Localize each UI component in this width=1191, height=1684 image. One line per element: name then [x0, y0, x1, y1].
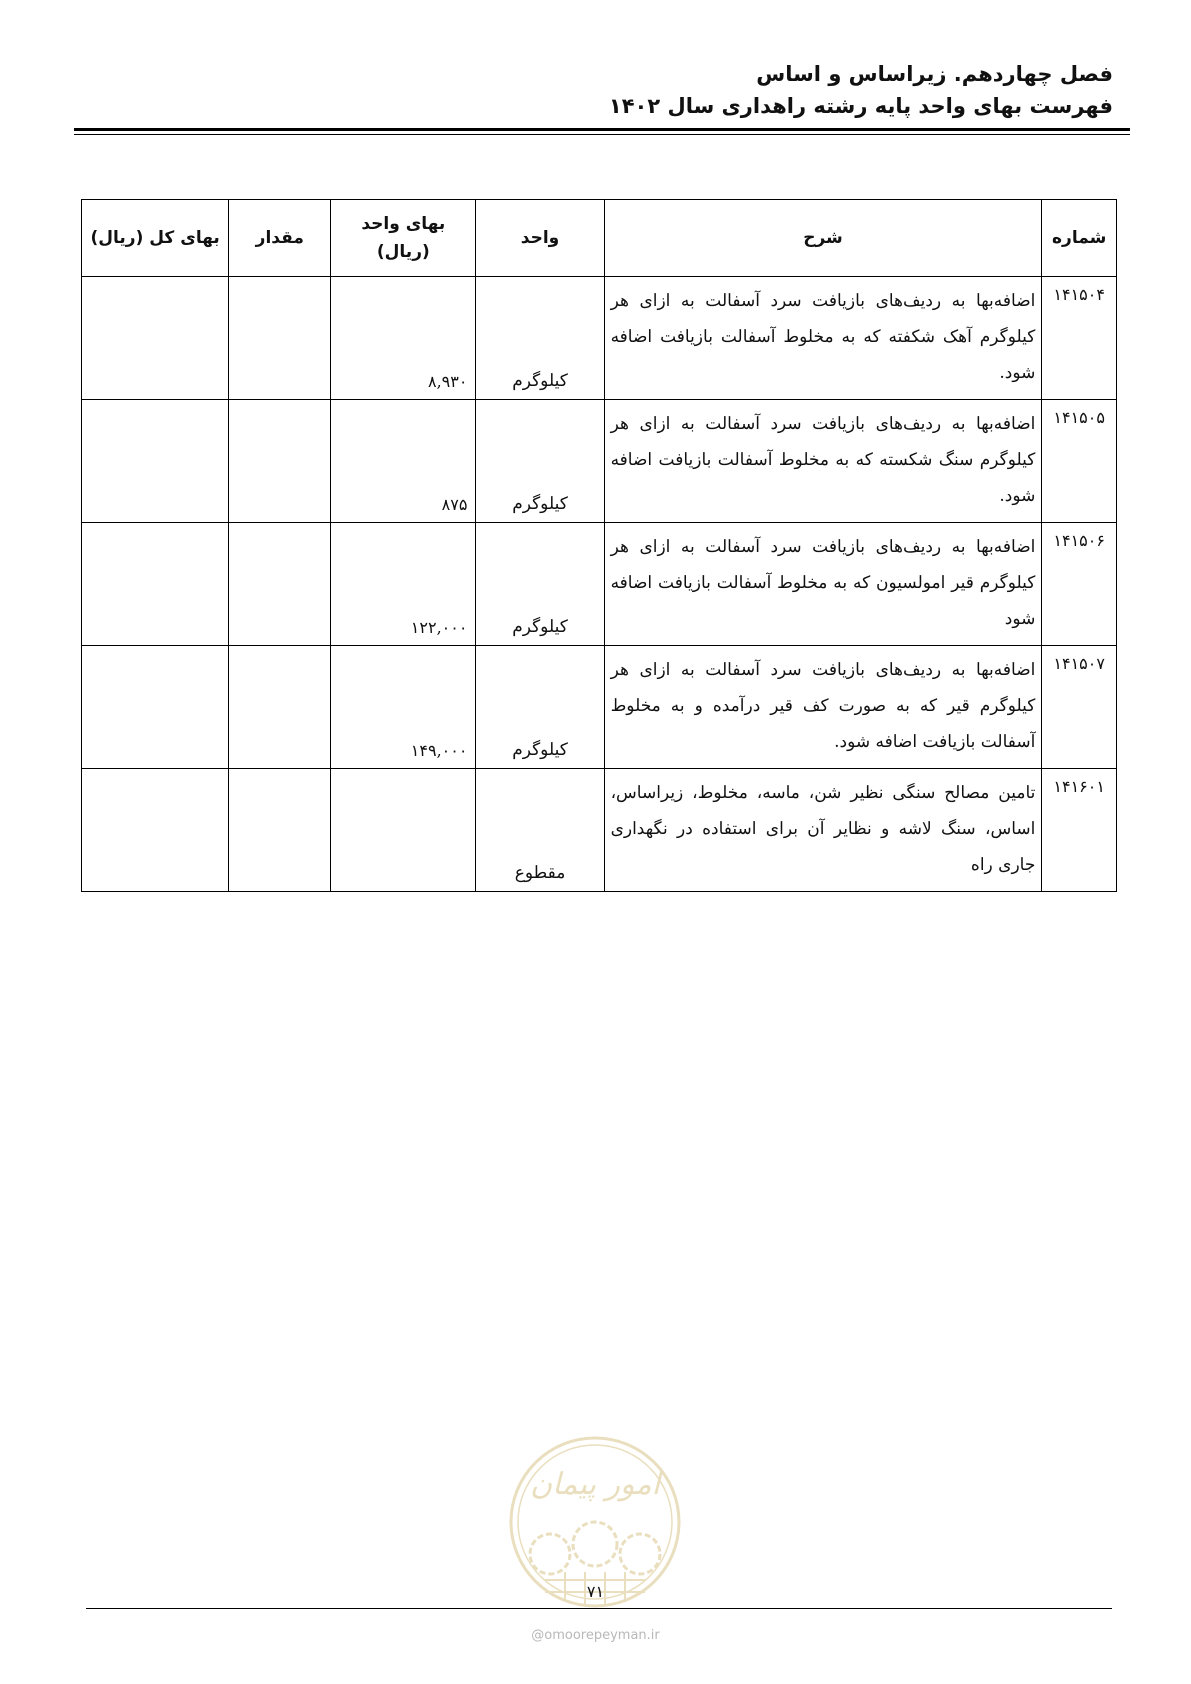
row-unit: کیلوگرم [476, 400, 604, 523]
row-unit: مقطوع [476, 769, 604, 892]
header-unit-price [331, 200, 476, 277]
row-description: تامین مصالح سنگی نظیر شن، ماسه، مخلوط، زیراساس، اساس، سنگ لاشه و نظایر آن برای استفاده در نگهداری جاری راه [604, 769, 1042, 892]
row-unit-price: ۱۲۲,۰۰۰ [331, 523, 476, 646]
row-total [82, 646, 229, 769]
row-code: ۱۴۱۶۰۱ [1042, 769, 1117, 892]
row-quantity [229, 277, 331, 400]
row-code: ۱۴۱۵۰۶ [1042, 523, 1117, 646]
page-number: ۷۱ [586, 1582, 605, 1601]
row-total [82, 400, 229, 523]
row-unit: کیلوگرم [476, 523, 604, 646]
header-rule-thin [74, 134, 1130, 135]
header-unit: واحد [476, 200, 604, 277]
header-rule-thick [74, 128, 1130, 131]
page-header [73, 58, 1113, 122]
footer-rule [86, 1608, 1112, 1609]
table-row [82, 769, 1117, 892]
row-unit: کیلوگرم [476, 646, 604, 769]
row-code: ۱۴۱۵۰۴ [1042, 277, 1117, 400]
row-unit-price: ۱۴۹,۰۰۰ [331, 646, 476, 769]
table-row [82, 646, 1117, 769]
row-code: ۱۴۱۵۰۵ [1042, 400, 1117, 523]
table-row [82, 523, 1117, 646]
header-unit-price-label: بهای واحد [361, 214, 446, 234]
header-quantity: مقدار [229, 200, 331, 277]
chapter-title: فصل چهاردهم. زیراساس و اساس [756, 62, 1113, 86]
header-description: شرح [604, 200, 1042, 277]
row-description: اضافه‌بها به ردیف‌های بازیافت سرد آسفالت به ازای هر کیلوگرم قیر امولسیون که به مخلوط آسفالت بازیافت اضافه شود [604, 523, 1042, 646]
row-unit-price [331, 769, 476, 892]
row-quantity [229, 523, 331, 646]
row-unit: کیلوگرم [476, 277, 604, 400]
row-code: ۱۴۱۵۰۷ [1042, 646, 1117, 769]
table-row [82, 400, 1117, 523]
header-total: بهای کل (ریال) [82, 200, 229, 277]
watermark-text: امور پیمان [530, 1467, 660, 1502]
row-quantity [229, 400, 331, 523]
row-total [82, 277, 229, 400]
row-total [82, 523, 229, 646]
row-description: اضافه‌بها به ردیف‌های بازیافت سرد آسفالت به ازای هر کیلوگرم سنگ شکسته که به مخلوط آسفالت بازیافت اضافه شود. [604, 400, 1042, 523]
table-row [82, 277, 1117, 400]
row-unit-price: ۸۷۵ [331, 400, 476, 523]
row-quantity [229, 646, 331, 769]
row-total [82, 769, 229, 892]
row-description: اضافه‌بها به ردیف‌های بازیافت سرد آسفالت به ازای هر کیلوگرم آهک شکفته که به مخلوط آسفالت بازیافت اضافه شود. [604, 277, 1042, 400]
row-unit-price: ۸,۹۳۰ [331, 277, 476, 400]
document-title: فهرست بهای واحد پایه رشته راهداری سال ۱۴۰۲ [608, 94, 1113, 118]
price-list-table [81, 199, 1117, 892]
row-quantity [229, 769, 331, 892]
header-unit-price-currency: (ریال) [376, 242, 430, 262]
header-code: شماره [1042, 200, 1117, 277]
table-header-row [82, 200, 1117, 277]
row-description: اضافه‌بها به ردیف‌های بازیافت سرد آسفالت به ازای هر کیلوگرم قیر که به صورت کف قیر درآمده و به مخلوط آسفالت بازیافت اضافه شود. [604, 646, 1042, 769]
website-watermark: @omoorepeyman.ir [531, 1628, 660, 1643]
